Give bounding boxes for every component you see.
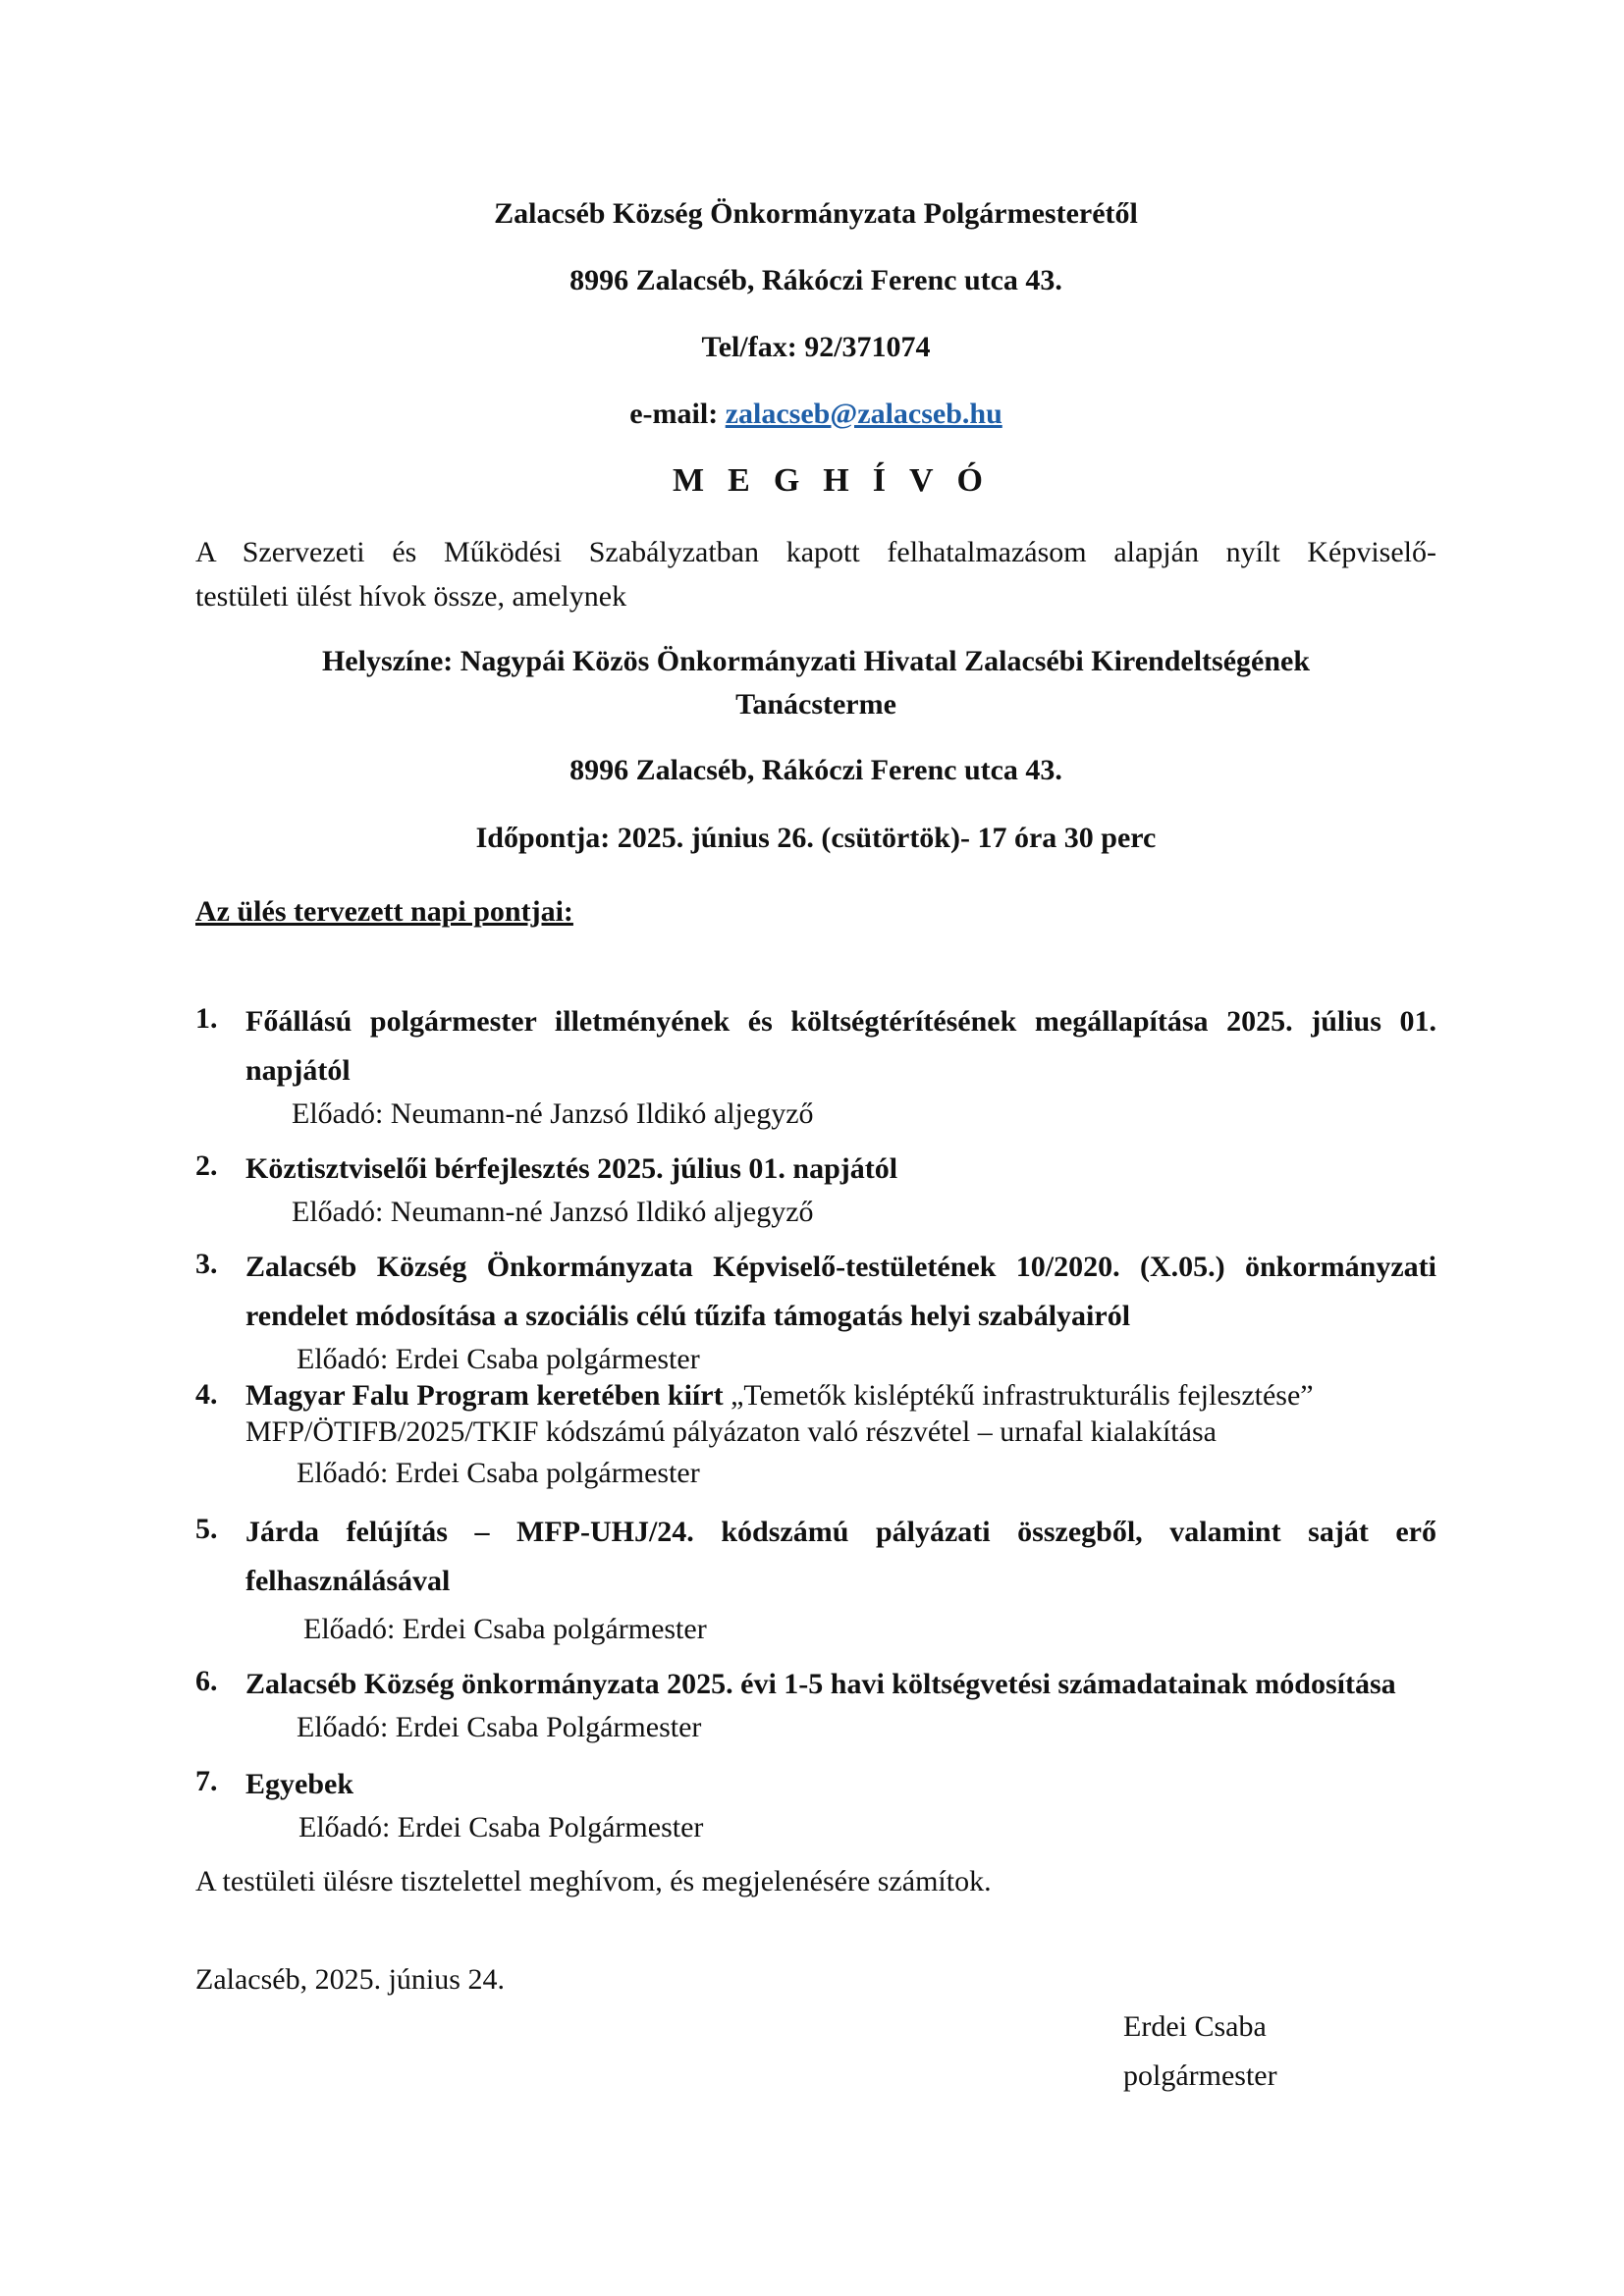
meeting-time: Időpontja: 2025. június 26. (csütörtök)- 17 óra 30 perc: [475, 822, 1157, 854]
agenda-title-line: rendelet módosítása a szociális célú tűzifa támogatás helyi szabályairól: [245, 1300, 1131, 1332]
intro-line-1: A Szervezeti és Működési Szabályzatban kapott felhatalmazásom alapján nyílt Képviselő-: [195, 536, 1436, 568]
agenda-title-line: [245, 1378, 1436, 1414]
agenda-number: 5.: [195, 1513, 218, 1545]
venue-line-2: Tanácsterme: [735, 688, 896, 721]
agenda-presenter-7: Előadó: Erdei Csaba Polgármester: [298, 1811, 704, 1843]
agenda-presenter-4: Előadó: Erdei Csaba polgármester: [297, 1457, 700, 1489]
email-label: e-mail:: [629, 398, 726, 430]
signature-role: polgármester: [1123, 2059, 1277, 2092]
agenda-item-title: [245, 997, 1436, 1095]
agenda-title-line: Főállású polgármester illetményének és költségtérítésének megállapítása 2025. július 01.: [245, 1005, 1436, 1038]
agenda-presenter-5: Előadó: Erdei Csaba polgármester: [303, 1613, 707, 1645]
agenda-title-line: napjától: [245, 1054, 351, 1087]
agenda-title-line: Köztisztviselői bérfejlesztés 2025. július 01. napjától: [245, 1152, 898, 1185]
agenda-presenter-1: Előadó: Neumann-né Janzsó Ildikó aljegyző: [292, 1097, 814, 1130]
agenda-item-title: [245, 1145, 1436, 1194]
intro-line-2: testületi ülést hívok össze, amelynek: [195, 580, 627, 613]
agenda-title-line: Egyebek: [245, 1768, 354, 1800]
agenda-number: 3.: [195, 1248, 218, 1280]
sender-office: Zalacséb Község Önkormányzata Polgármesterétől: [494, 197, 1138, 230]
agenda-title-bold: Magyar Falu Program keretében kiírt: [245, 1379, 731, 1412]
agenda-number: 1.: [195, 1002, 218, 1035]
agenda-number: 7.: [195, 1765, 218, 1797]
venue-line-1: Helyszíne: Nagypái Közös Önkormányzati Hivatal Zalacsébi Kirendeltségének: [321, 645, 1311, 677]
agenda-item-title: [245, 1760, 1436, 1809]
agenda-item-title: [245, 1660, 1436, 1709]
venue-address: 8996 Zalacséb, Rákóczi Ferenc utca 43.: [569, 754, 1062, 786]
sender-address: 8996 Zalacséb, Rákóczi Ferenc utca 43.: [569, 264, 1062, 296]
agenda-title: Az ülés tervezett napi pontjai:: [195, 895, 573, 928]
agenda-presenter-3: Előadó: Erdei Csaba polgármester: [297, 1343, 700, 1375]
document-title: MEGHÍVÓ: [673, 462, 1006, 499]
agenda-title-line: Zalacséb Község Önkormányzata Képviselő-testületének 10/2020. (X.05.) önkormányzati: [245, 1251, 1436, 1283]
closing-sentence: A testületi ülésre tisztelettel meghívom, és megjelenésére számítok.: [195, 1865, 992, 1897]
agenda-title-quote: „Temetők kisléptékű infrastrukturális fejlesztése”: [731, 1379, 1314, 1412]
signature-name: Erdei Csaba: [1123, 2010, 1267, 2043]
agenda-item-4-line-2: MFP/ÖTIFB/2025/TKIF kódszámú pályázaton való részvétel – urnafal kialakítása: [245, 1415, 1217, 1448]
email-link[interactable]: zalacseb@zalacseb.hu: [725, 398, 1002, 430]
agenda-item-title: [245, 1243, 1436, 1341]
agenda-number: 4.: [195, 1378, 218, 1411]
agenda-title-line: Zalacséb Község önkormányzata 2025. évi 1-5 havi költségvetési számadatainak módosítása: [245, 1668, 1396, 1700]
agenda-number: 6.: [195, 1665, 218, 1697]
agenda-presenter-6: Előadó: Erdei Csaba Polgármester: [297, 1711, 702, 1743]
agenda-item-title: [245, 1508, 1436, 1606]
agenda-item-title: [245, 1378, 1436, 1414]
agenda-title-line: felhasználásával: [245, 1565, 451, 1597]
agenda-number: 2.: [195, 1149, 218, 1182]
agenda-presenter-2: Előadó: Neumann-né Janzsó Ildikó aljegyző: [292, 1196, 814, 1228]
sender-email-line: [195, 395, 1436, 434]
place-and-date: Zalacséb, 2025. június 24.: [195, 1963, 505, 1996]
agenda-title-line: Járda felújítás – MFP-UHJ/24. kódszámú pályázati összegből, valamint saját erő: [245, 1516, 1436, 1548]
sender-phone: Tel/fax: 92/371074: [701, 331, 931, 363]
